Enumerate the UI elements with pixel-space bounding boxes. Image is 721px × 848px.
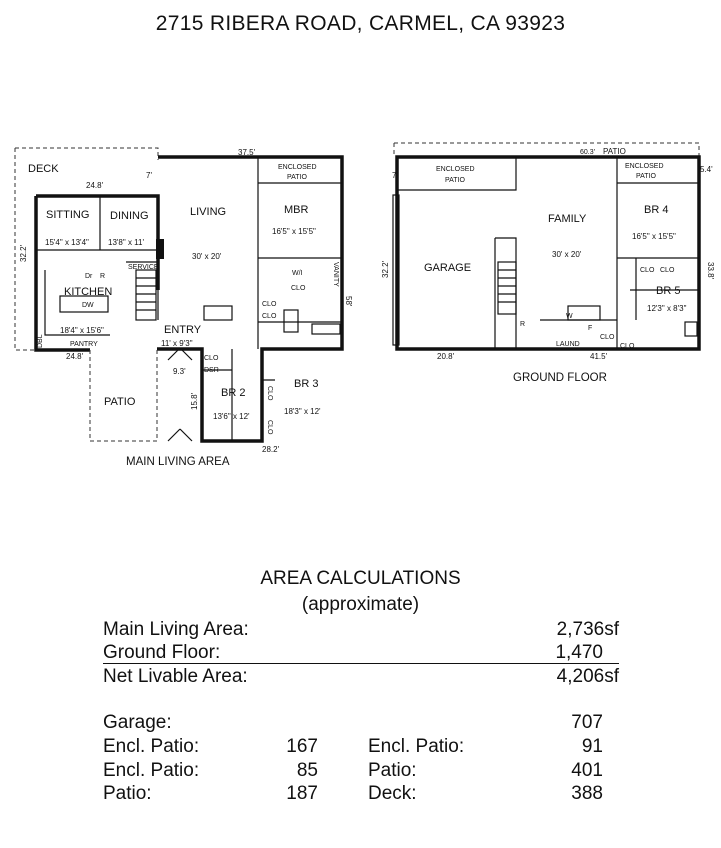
main-living-plan (15, 148, 353, 468)
room-wi: W/I (292, 270, 303, 277)
ground-clo-4: CLO (620, 343, 635, 350)
room-entry-dim: 11' x 9'3" (161, 339, 193, 348)
area-subheading: (approximate) (301, 594, 420, 615)
patio-2-value: 401 (571, 760, 603, 781)
service-stairs (136, 270, 156, 320)
main-outer-wall (157, 157, 342, 441)
ground-enclosed-4: PATIO (636, 173, 656, 180)
patio-door (168, 429, 192, 441)
room-wi-clo: CLO (291, 285, 306, 292)
area-heading: AREA CALCULATIONS (260, 568, 461, 589)
dsr-label: DSR (204, 367, 219, 374)
room-dining-dim: 13'8" x 11' (108, 238, 144, 247)
encl-patio-1-value: 167 (286, 736, 318, 757)
ground-floor-plan (381, 143, 715, 384)
dim-right: 58' (344, 296, 353, 307)
dim-left: 32.2' (19, 244, 28, 262)
service-label: SERVICE (128, 264, 159, 271)
garage-label: Garage: (103, 712, 172, 733)
room-dining: DINING (110, 210, 149, 222)
main-interior-walls (36, 157, 342, 441)
patio-outline (90, 349, 157, 441)
clo-br3a: CLO (266, 386, 273, 401)
room-enclosed-patio-2: PATIO (287, 174, 307, 181)
net-area-label: Net Livable Area: (103, 666, 248, 687)
ground-r-label: R (520, 321, 526, 328)
ground-w-label: W (566, 313, 573, 320)
dbl-label: DBL (37, 334, 44, 348)
shower (685, 322, 697, 336)
dim-top: 37.5' (238, 148, 256, 157)
room-patio-top: PATIO (603, 147, 626, 156)
room-br2-dim: 13'6" x 12' (213, 412, 250, 421)
ground-enclosed-3: ENCLOSED (625, 163, 664, 170)
page-title: 2715 RIBERA ROAD, CARMEL, CA 93923 (155, 12, 566, 35)
bath-tub (312, 324, 340, 334)
sum-rule (103, 663, 619, 664)
ground-plan-caption: GROUND FLOOR (513, 372, 607, 384)
dim-bottom-left: 24.8' (66, 352, 84, 361)
room-br3: BR 3 (294, 378, 319, 390)
clo-1: CLO (262, 301, 277, 308)
tub (284, 310, 298, 332)
room-family: FAMILY (548, 213, 587, 225)
room-br3-dim: 18'3" x 12' (284, 407, 321, 416)
room-kitchen-dim: 18'4" x 15'6" (60, 326, 104, 335)
dim-ground-bottom: 41.5' (590, 352, 608, 361)
dim-nine: 9.3' (173, 367, 186, 376)
deck-label: Deck: (368, 783, 417, 804)
main-plan-caption: MAIN LIVING AREA (126, 456, 230, 468)
room-br4: BR 4 (644, 204, 669, 216)
dim-fifteen: 15.8' (190, 392, 199, 410)
main-area-label: Main Living Area: (103, 619, 249, 640)
dim-ground-seven: 7' (392, 171, 398, 180)
clo-2: CLO (262, 313, 277, 320)
room-sitting-dim: 15'4" x 13'4" (45, 238, 89, 247)
dim-seven: 7' (146, 171, 152, 180)
ground-clo-3: CLO (600, 334, 615, 341)
encl-patio-2-value: 85 (296, 760, 318, 781)
clo-br3b: CLO (266, 420, 273, 435)
ground-stairs (498, 262, 516, 314)
room-sitting: SITTING (46, 209, 90, 221)
encl-patio-2-label: Encl. Patio: (103, 760, 200, 781)
ground-clo-1: CLO (640, 267, 655, 274)
patio-1-value: 187 (286, 783, 318, 804)
room-living: LIVING (190, 206, 227, 218)
laund-label: LAUND (556, 341, 580, 348)
net-area-value: 4,206sf (556, 666, 619, 687)
ground-interior-walls (397, 157, 699, 349)
clo-entry: CLO (204, 355, 219, 362)
patio-1-label: Patio: (103, 783, 152, 804)
room-family-dim: 30' x 20' (552, 250, 582, 259)
ground-enclosed-1: ENCLOSED (436, 166, 475, 173)
vanity-label: VANITY (332, 262, 339, 287)
ground-clo-2: CLO (660, 267, 675, 274)
room-deck: DECK (28, 163, 59, 175)
dim-ground-right-top: 5.4' (700, 165, 713, 174)
dr-label: Dr (85, 273, 93, 280)
encl-patio-3-value: 91 (581, 736, 603, 757)
fridge-label: R (100, 273, 106, 280)
dim-deck-width: 24.8' (86, 181, 104, 190)
room-enclosed-patio-1: ENCLOSED (278, 164, 317, 171)
ground-area-label: Ground Floor: (103, 642, 221, 663)
room-br5-dim: 12'3" x 8'3" (647, 304, 687, 313)
encl-patio-3-label: Encl. Patio: (368, 736, 465, 757)
room-kitchen: KITCHEN (64, 286, 113, 298)
main-area-value: 2,736sf (556, 619, 619, 640)
room-mbr: MBR (284, 204, 309, 216)
laundry-counter (568, 306, 600, 320)
entry-bench (204, 306, 232, 320)
dw-label: DW (82, 302, 94, 309)
dim-bottom: 28.2' (262, 445, 280, 454)
fireplace (156, 239, 164, 259)
room-br4-dim: 16'5" x 15'5" (632, 232, 676, 241)
patio-top-outline (394, 143, 699, 157)
dim-ground-right: 33.8' (706, 262, 715, 280)
garage-value: 707 (571, 712, 603, 733)
patio-2-label: Patio: (368, 760, 417, 781)
ground-f-label: F (588, 325, 593, 332)
room-patio: PATIO (104, 396, 136, 408)
ground-enclosed-2: PATIO (445, 177, 465, 184)
room-mbr-dim: 16'5" x 15'5" (272, 227, 316, 236)
dim-ground-left: 32.2' (381, 260, 390, 278)
ground-area-value: 1,470 (555, 642, 603, 663)
room-br5: BR 5 (656, 285, 681, 297)
pantry-label: PANTRY (70, 341, 98, 348)
dim-ground-top: 60.3' (580, 149, 595, 156)
encl-patio-1-label: Encl. Patio: (103, 736, 200, 757)
room-entry: ENTRY (164, 324, 202, 336)
room-br2: BR 2 (221, 387, 246, 399)
room-living-dim: 30' x 20' (192, 252, 222, 261)
dim-ground-bottom-left: 20.8' (437, 352, 455, 361)
deck-value: 388 (571, 783, 603, 804)
room-garage: GARAGE (424, 262, 472, 274)
